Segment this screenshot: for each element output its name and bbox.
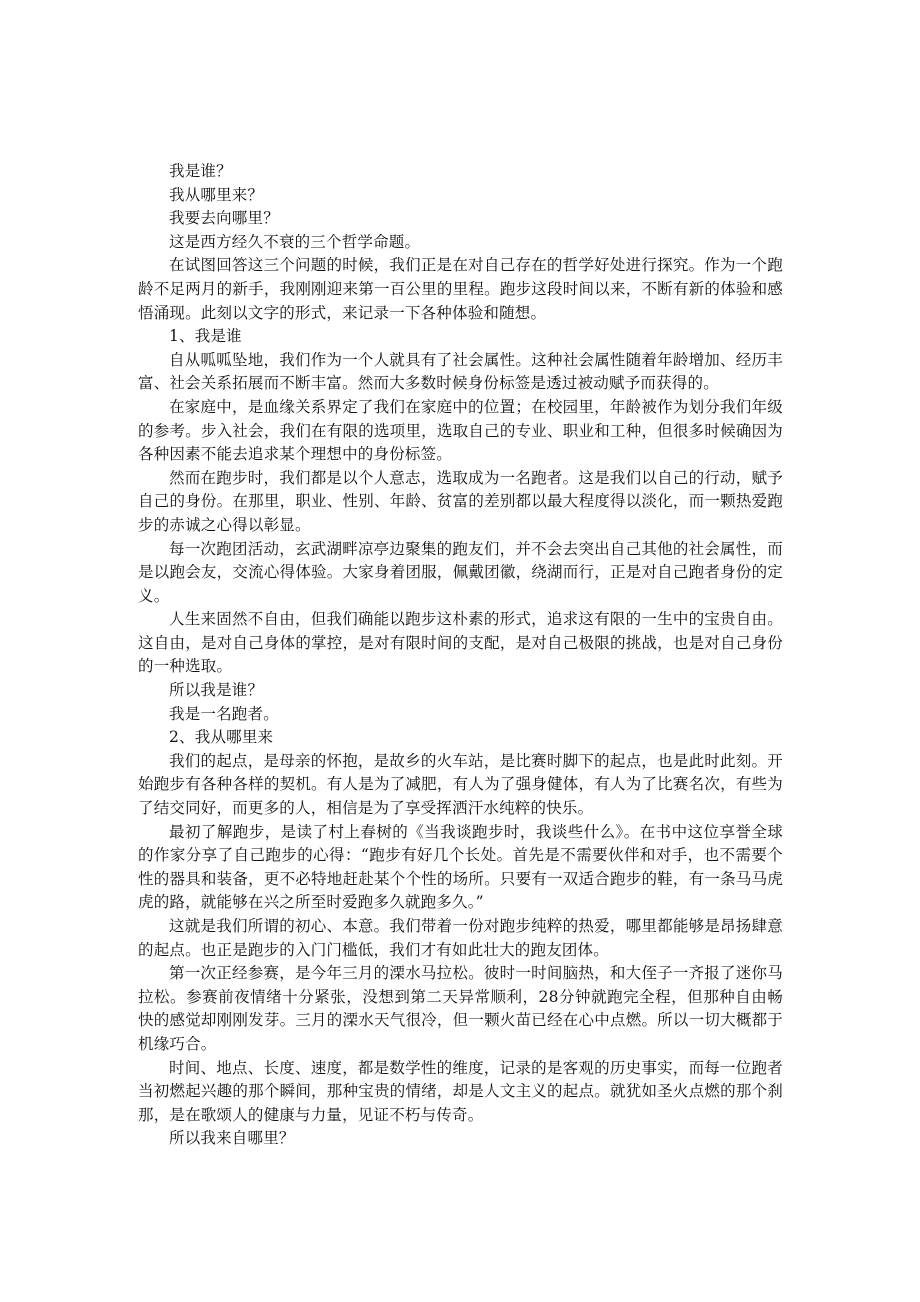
document-body [138, 160, 783, 1151]
paragraph: 我是一名跑者。 [169, 704, 279, 723]
paragraph: 所以我是谁？ [169, 681, 264, 700]
line-where-going: 我要去向哪里？ [169, 209, 279, 228]
paragraph: 所以我来自哪里？ [169, 1129, 295, 1148]
paragraph: 时间、地点、长度、速度，都是数学性的维度，记录的是客观的历史事实，而每一位跑者当初燃起兴趣的那个瞬间，那种宝贵的情绪，却是人文主义的起点。就犹如圣火点燃的那个刹那，是在歌颂人的健康与力量，见证不朽与传奇。 [138, 1058, 783, 1124]
paragraph: 最初了解跑步，是读了村上春树的《当我谈跑步时，我谈些什么》。在书中这位享誉全球的作家分享了自己跑步的心得：“跑步有好几个长处。首先是不需要伙伴和对手，也不需要个性的器具和装备，更不必特地赶赴某个个性的场所。只要有一双适合跑步的鞋，有一条马马虎虎的路，就能够在兴之所至时爱跑多久就跑多久。” [138, 822, 783, 912]
paragraph: 然而在跑步时，我们都是以个人意志，选取成为一名跑者。这是我们以自己的行动，赋予自己的身份。在那里，职业、性别、年龄、贫富的差别都以最大程度得以淡化，而一颗热爱跑步的赤诚之心得以彰显。 [138, 468, 783, 534]
section-heading-1: 1、我是谁 [169, 327, 242, 346]
paragraph: 我们的起点，是母亲的怀抱，是故乡的火车站，是比赛时脚下的起点，也是此时此刻。开始跑步有各种各样的契机。有人是为了减肥，有人为了强身健体，有人为了比赛名次，有些为了结交同好，而更多的人，相信是为了享受挥洒汗水纯粹的快乐。 [138, 751, 783, 818]
line-where-from: 我从哪里来？ [169, 185, 264, 204]
paragraph: 每一次跑团活动，玄武湖畔凉亭边聚集的跑友们，并不会去突出自己其他的社会属性，而是以跑会友，交流心得体验。大家身着团服，佩戴团徽，绕湖而行，正是对自己跑者身份的定义。 [138, 539, 783, 605]
paragraph: 人生来固然不自由，但我们确能以跑步这朴素的形式，追求这有限的一生中的宝贵自由。这自由，是对自己身体的掌控，是对有限时间的支配，是对自己极限的挑战，也是对自己身份的一种选取。 [138, 610, 783, 676]
paragraph: 自从呱呱坠地，我们作为一个人就具有了社会属性。这种社会属性随着年龄增加、经历丰富、社会关系拓展而不断丰富。然而大多数时候身份标签是透过被动赋予而获得的。 [138, 350, 783, 393]
paragraph: 这就是我们所谓的初心、本意。我们带着一份对跑步纯粹的热爱，哪里都能够是昂扬肆意的起点。也正是跑步的入门门槛低，我们才有如此壮大的跑友团体。 [138, 917, 783, 959]
paragraph: 在家庭中，是血缘关系界定了我们在家庭中的位置；在校园里，年龄被作为划分我们年级的参考。步入社会，我们在有限的选项里，选取自己的专业、职业和工种，但很多时候确因为各种因素不能去追求某个理想中的身份标签。 [138, 397, 783, 464]
paragraph: 在试图回答这三个问题的时候，我们正是在对自己存在的哲学好处进行探究。作为一个跑龄不足两月的新手，我刚刚迎来第一百公里的里程。跑步这段时间以来，不断有新的体验和感悟涌现。此刻以文字的形式，来记录一下各种体验和随想。 [138, 256, 783, 322]
line-who-am-i: 我是谁？ [169, 162, 232, 180]
section-heading-2: 2、我从哪里来 [169, 728, 274, 747]
paragraph: 第一次正经参赛，是今年三月的溧水马拉松。彼时一时间脑热，和大侄子一齐报了迷你马拉松。参赛前夜情绪十分紧张，没想到第二天异常顺利，28分钟就跑完全程，但那种自由畅快的感觉却刚刚发芽。三月的溧水天气很冷，但一颗火苗已经在心中点燃。所以一切大概都于机缘巧合。 [138, 964, 783, 1053]
paragraph: 这是西方经久不衰的三个哲学命题。 [169, 232, 421, 251]
